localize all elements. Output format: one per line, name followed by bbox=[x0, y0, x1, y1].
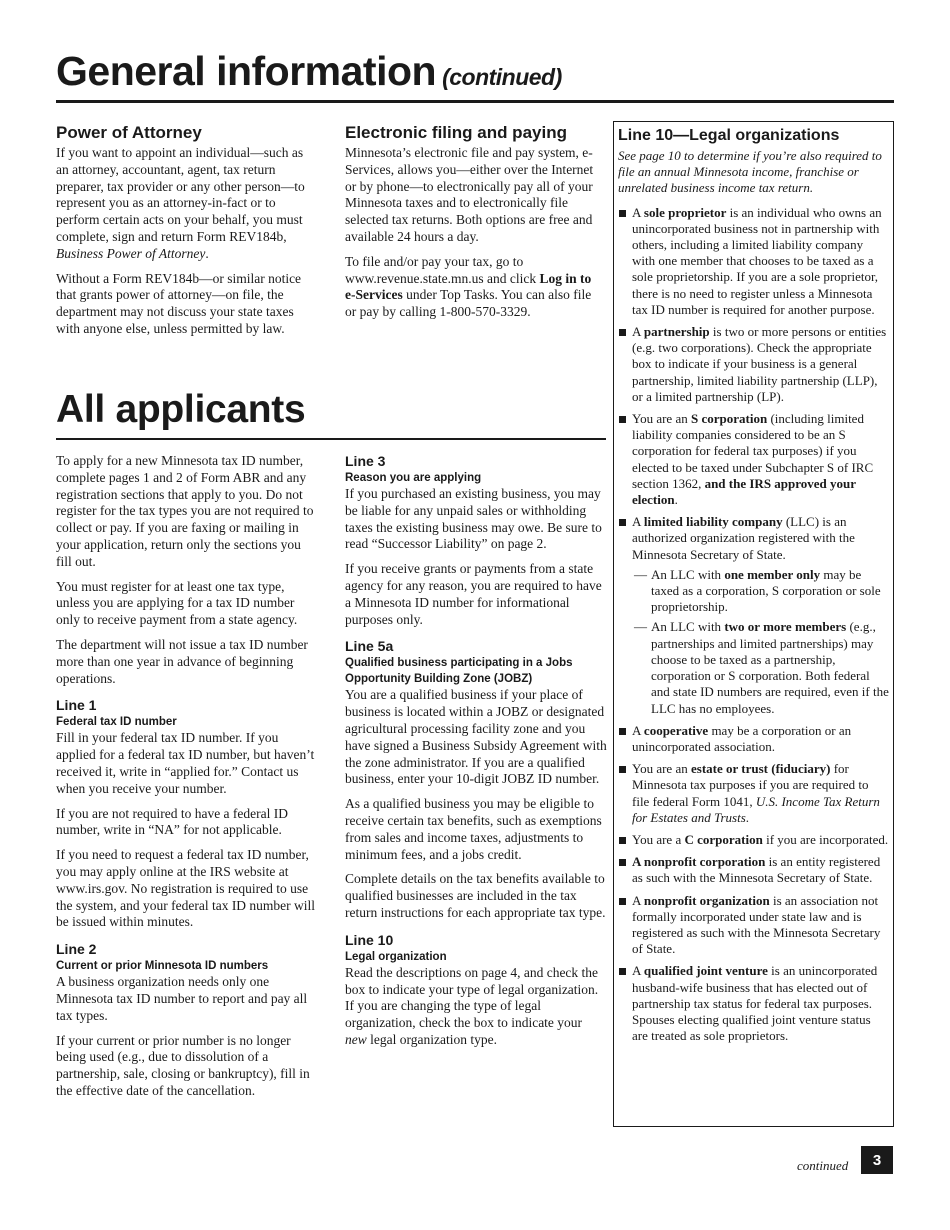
line10-heading: Line 10 bbox=[345, 931, 394, 948]
estate-form-title: U.S. Income Tax Return for Estates and Trusts bbox=[632, 793, 880, 825]
sole-term: sole proprietor bbox=[643, 204, 727, 220]
scorp-a: You are an bbox=[632, 411, 691, 427]
electronic-filing-heading: Electronic filing and paying bbox=[345, 123, 567, 142]
dash: — bbox=[634, 566, 647, 582]
sidebar-item-llc bbox=[618, 514, 889, 716]
llc-sub2-b: two or more members bbox=[724, 619, 847, 635]
applicants-intro-2: You must register for at least one tax type, unless you are applying for a tax ID number only to receive payment from a state agency. bbox=[56, 578, 298, 628]
sidebar-item-nonprofit-corporation bbox=[618, 854, 889, 886]
square-bullet-icon bbox=[619, 766, 626, 773]
npcorp-c: is an entity registered as such with the Minnesota Secretary of State. bbox=[632, 854, 881, 886]
line3-subheading: Reason you are applying bbox=[345, 472, 482, 484]
sidebar-item-qualified-joint-venture bbox=[618, 963, 889, 1044]
line2-heading: Line 2 bbox=[56, 941, 97, 958]
legal-organizations-sidebar bbox=[613, 121, 894, 1127]
square-bullet-icon bbox=[619, 728, 626, 735]
page-title-suffix: (continued) bbox=[442, 64, 562, 90]
llc-sub2-c: (e.g., partnerships and limited partnerships) may choose to be taxed as a partnership, corporation or S corporation. Both federal and state ID numbers are required, even if the LLC has no employees. bbox=[651, 619, 889, 716]
line3-heading: Line 3 bbox=[345, 453, 386, 469]
coop-c: may be a corporation or an unincorporated association. bbox=[632, 722, 852, 754]
applicants-intro-3: The department will not issue a tax ID number more than one year in advance of beginning operations. bbox=[56, 636, 308, 686]
line10-p1-emphasis: new bbox=[345, 1031, 367, 1047]
eservices-link-text: Log in to e-Services bbox=[345, 270, 592, 303]
power-of-attorney-paragraph-2: Without a Form REV184b—or similar notice that grants power of attorney—on file, the department may not discuss your state taxes with anyone else, unless permitted by law. bbox=[56, 270, 302, 336]
title-rule bbox=[56, 100, 894, 103]
square-bullet-icon bbox=[619, 859, 626, 866]
square-bullet-icon bbox=[619, 837, 626, 844]
scorp-c: (including limited liability companies considered to be an S corporation for federal tax purposes) if you elected to be taxed under Subchapter S of IRC section 1362, bbox=[632, 411, 874, 491]
llc-sub1-a: An LLC with bbox=[651, 566, 725, 582]
estate-term: estate or trust (fiduciary) bbox=[690, 761, 831, 777]
square-bullet-icon bbox=[619, 968, 626, 975]
poa-form-name: Business Power of Attorney bbox=[56, 245, 206, 261]
line2-paragraph-2: If your current or prior number is no longer being used (e.g., due to dissolution of a partnership, sale, closing or bankruptcy), fill in the effective date of the cancellation. bbox=[56, 1032, 310, 1098]
line1-paragraph-3: If you need to request a federal tax ID number, you may apply online at the IRS website at www.irs.gov. No registration is required to use the system, and your federal tax ID number will be issued within minutes. bbox=[56, 847, 316, 930]
page-title-text: General information bbox=[56, 48, 437, 94]
coop-term: cooperative bbox=[643, 722, 709, 738]
qjv-term: qualified joint venture bbox=[643, 963, 768, 979]
line3-paragraph-2: If you receive grants or payments from a state agency for any reason, you are required to have a Minnesota ID number for informational purposes only. bbox=[345, 561, 602, 627]
power-of-attorney-section bbox=[56, 123, 318, 346]
applicants-rule bbox=[56, 438, 606, 440]
square-bullet-icon bbox=[619, 416, 626, 423]
scorp-e: . bbox=[674, 492, 678, 508]
scorp-d: and the IRS approved your election bbox=[632, 475, 856, 508]
line3-paragraph-1: If you purchased an existing business, you may be liable for any unpaid sales or withholding taxes the existing business may owe. Be sure to read “Successor Liability” on page 2. bbox=[345, 486, 602, 552]
page-title bbox=[56, 48, 562, 95]
poa-p1-end: . bbox=[205, 245, 209, 261]
llc-c: (LLC) is an authorized organization registered with the Minnesota Secretary of State. bbox=[632, 514, 855, 562]
electronic-filing-section bbox=[345, 123, 605, 329]
square-bullet-icon bbox=[619, 329, 626, 336]
line10-p1-b: legal organization type. bbox=[366, 1031, 497, 1047]
scorp-term: S corporation bbox=[690, 411, 768, 427]
estate-e: . bbox=[745, 809, 750, 825]
power-of-attorney-paragraph-1 bbox=[56, 145, 318, 263]
nporg-c: is an association not formally incorporated under state law and is registered as such with the Minnesota Secretary of State. bbox=[632, 892, 881, 957]
line2-subheading: Current or prior Minnesota ID numbers bbox=[56, 960, 269, 973]
partner-term: partnership bbox=[643, 324, 710, 340]
sole-a: A bbox=[632, 204, 644, 220]
llc-sub1-b: one member only bbox=[724, 566, 821, 582]
applicants-left-column bbox=[56, 453, 318, 1108]
sidebar-item-partnership bbox=[618, 324, 889, 405]
llc-subitem-one-member bbox=[634, 567, 889, 616]
sidebar-intro: See page 10 to determine if you’re also required to file an annual Minnesota income, franchise or unrelated business income tax return. bbox=[618, 148, 882, 196]
ccorp-a: You are a bbox=[632, 831, 685, 847]
ccorp-term: C corporation bbox=[684, 831, 763, 847]
partner-c: is two or more persons or entities (e.g. two corporations). Check the appropriate box to indicate if your business is a general partnership, limited liability partnership (LLP), or a limited partnership (LP). bbox=[632, 324, 887, 404]
line5a-paragraph-3: Complete details on the tax benefits available to qualified businesses are included in the tax return instructions for each appropriate tax type. bbox=[345, 871, 606, 920]
sole-c: is an individual who owns an unincorporated business not in partnership with others, including a limited liability company with one member that chooses to be taxed as a sole proprietorship. If you are a sole proprietor, there is no need to register unless a Minnesota tax ID number is required for another purpose. bbox=[632, 204, 882, 317]
sidebar-heading: Line 10—Legal organizations bbox=[618, 127, 840, 144]
llc-sub2-a: An LLC with bbox=[651, 619, 725, 635]
estate-a: You are an bbox=[632, 761, 691, 777]
llc-subitem-two-members-text bbox=[651, 619, 889, 716]
electronic-filing-paragraph-1: Minnesota’s electronic file and pay system, e-Services, allows you—either over the Internet or by phone—to electronically pay all of your Minnesota taxes and to electronically file selected tax returns. Both options are free and available 24 hours a day. bbox=[345, 145, 594, 244]
applicants-intro-1: To apply for a new Minnesota tax ID number, complete pages 1 and 2 of Form ABR and any registration sections that apply to you. Do not register for the tax types you are not required to collect or pay. If you are faxing or mailing in your application, return only the sections you fill out. bbox=[56, 453, 314, 569]
poa-p1-text: If you want to appoint an individual—such as an attorney, accountant, agent, tax return preparer, tax provider or any other person—to represent you as an attorney-in-fact or to perform certain acts on your behalf, you must complete, sign and return Form REV184b, bbox=[56, 145, 305, 244]
npcorp-term: A nonprofit corporation bbox=[632, 854, 766, 870]
line10-paragraph-1 bbox=[345, 965, 607, 1049]
square-bullet-icon bbox=[619, 898, 626, 905]
llc-subitem-two-members bbox=[634, 619, 889, 716]
line5a-heading: Line 5a bbox=[345, 638, 394, 655]
sidebar-item-s-corporation bbox=[618, 411, 889, 508]
nporg-term: nonprofit organization bbox=[643, 892, 770, 908]
dash: — bbox=[634, 619, 647, 635]
llc-sub1-c: may be taxed as a corporation, S corporation or sole proprietorship. bbox=[651, 566, 881, 615]
line1-paragraph-2: If you are not required to have a federal ID number, write in “NA” for not applicable. bbox=[56, 805, 289, 838]
sidebar-item-cooperative bbox=[618, 723, 889, 755]
electronic-filing-paragraph-2 bbox=[345, 254, 605, 321]
all-applicants-title: All applicants bbox=[56, 388, 306, 431]
llc-a: A bbox=[632, 514, 644, 530]
llc-term: limited liability company bbox=[643, 514, 783, 530]
power-of-attorney-heading: Power of Attorney bbox=[56, 123, 202, 142]
square-bullet-icon bbox=[619, 519, 626, 526]
line5a-subheading: Qualified business participating in a Jobs Opportunity Building Zone (JOBZ) bbox=[345, 657, 573, 686]
coop-a: A bbox=[632, 722, 644, 738]
line2-paragraph-1: A business organization needs only one Minnesota tax ID number to report and pay all tax types. bbox=[56, 974, 308, 1023]
page-number: 3 bbox=[861, 1146, 893, 1174]
line10-p1-a: Read the descriptions on page 4, and check the box to indicate your type of legal organization. If you are changing the type of legal organization, check the box to indicate your bbox=[345, 964, 599, 1031]
qjv-a: A bbox=[632, 963, 644, 979]
line5a-paragraph-1: You are a qualified business if your place of business is located within a JOBZ or designated agricultural processing facility zone and you have signed a Business Subsidy Agreement with the zone administrator. If you are a qualified business, enter your 10-digit JOBZ ID number. bbox=[345, 687, 607, 787]
efile-p2-a: To file and/or pay your tax, go to www.revenue.state.mn.us and click bbox=[345, 253, 540, 286]
continued-label: continued bbox=[797, 1158, 849, 1173]
nporg-a: A bbox=[632, 892, 644, 908]
line1-subheading: Federal tax ID number bbox=[56, 716, 177, 729]
applicants-middle-column bbox=[345, 453, 607, 1057]
llc-subitem-one-member-text bbox=[651, 567, 889, 616]
qjv-c: is an unincorporated husband-wife business that has elected out of partnership tax status for federal tax purposes. Spouses electing qualified joint venture status are treated as sole proprietors. bbox=[632, 963, 878, 1044]
estate-c: for Minnesota tax purposes if you are required to file federal Form 1041, bbox=[632, 761, 869, 809]
line5a-paragraph-2: As a qualified business you may be eligible to receive certain tax benefits, such as exemptions from sales and income taxes, adjustments to minimum fees, and a jobs credit. bbox=[345, 796, 602, 862]
sidebar-item-sole-proprietor bbox=[618, 205, 889, 318]
efile-p2-c: under Top Tasks. You can also file or pay by calling 1-800-570-3329. bbox=[345, 287, 592, 320]
line10-subheading: Legal organization bbox=[345, 950, 447, 963]
sidebar-item-nonprofit-organization bbox=[618, 893, 889, 958]
line1-heading: Line 1 bbox=[56, 697, 97, 714]
ccorp-c: if you are incorporated. bbox=[762, 831, 889, 847]
sidebar-item-estate-trust bbox=[618, 761, 889, 826]
square-bullet-icon bbox=[619, 210, 626, 217]
partner-a: A bbox=[632, 324, 644, 340]
line1-paragraph-1: Fill in your federal tax ID number. If you applied for a federal tax ID number, but haven’t received it, write in “applied for.” Contact us when you receive your number. bbox=[56, 730, 315, 796]
sidebar-item-c-corporation bbox=[618, 832, 889, 848]
